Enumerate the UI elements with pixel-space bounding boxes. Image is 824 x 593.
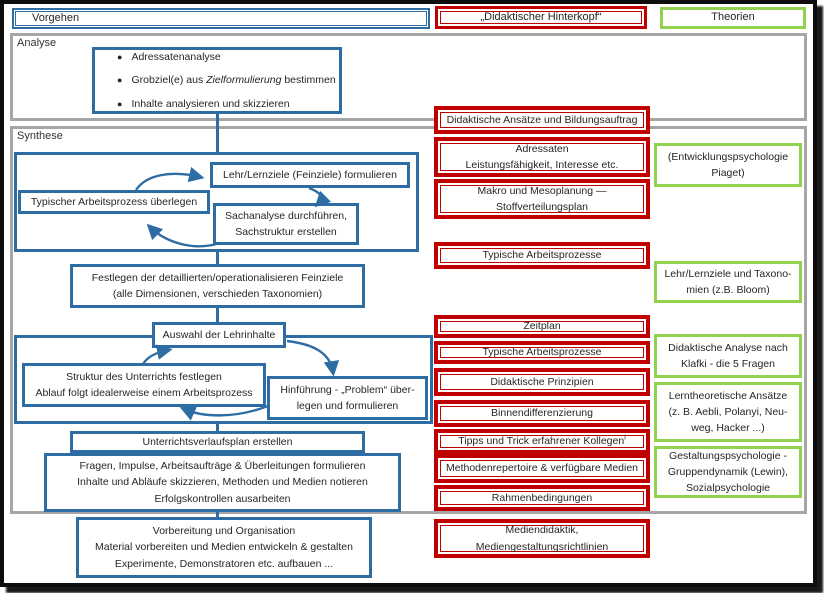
box-makro-mesoplanung bbox=[434, 179, 650, 219]
text-line: Erfolgskontrollen ausarbeiten bbox=[154, 492, 291, 505]
text-line: Didaktische Prinzipien bbox=[490, 375, 594, 388]
text-line: Vorbereitung und Organisation bbox=[152, 525, 296, 538]
header-didaktischer-hinterkopf bbox=[435, 6, 647, 29]
bullet-text-post: bestimmen bbox=[281, 74, 336, 87]
synthese-label: Synthese bbox=[17, 130, 63, 142]
text-line bbox=[458, 433, 626, 449]
text-line: Leistungsfähigkeit, Interesse etc. bbox=[465, 159, 619, 171]
header-vorgehen bbox=[12, 8, 430, 29]
text-line: Unterrichtsverlaufsplan erstellen bbox=[142, 435, 293, 448]
text-line: Mediendidaktik, bbox=[505, 524, 579, 537]
box-festlegen-feinziele bbox=[70, 264, 365, 308]
box-taxonomien-bloom bbox=[654, 261, 802, 303]
text-line: legen und formulieren bbox=[296, 400, 399, 412]
text-line: Lehr/Lernziele (Feinziele) formulieren bbox=[223, 168, 397, 181]
box-feinziele-formulieren bbox=[210, 162, 410, 188]
text-line: Typischer Arbeitsprozess überlegen bbox=[30, 195, 198, 208]
text-line: Lehr/Lernziele und Taxono- bbox=[664, 267, 792, 280]
text-line: Klafki - die 5 Fragen bbox=[681, 358, 775, 370]
bullet-text bbox=[131, 72, 335, 88]
text-line: Typische Arbeitsprozesse bbox=[482, 249, 602, 262]
header-theorien bbox=[660, 7, 806, 29]
box-unterrichtsverlaufsplan bbox=[70, 431, 365, 453]
box-rahmenbedingungen bbox=[434, 485, 650, 511]
header-theorien-label: Theorien bbox=[711, 11, 755, 24]
text-line: Sozialpsychologie bbox=[685, 482, 771, 495]
text-line: Stoffverteilungsplan bbox=[495, 201, 589, 213]
text-line: (alle Dimensionen, verschieden Taxonomien) bbox=[112, 288, 323, 300]
bullet-adressatenanalyse bbox=[117, 49, 221, 65]
box-hinfuehrung-problem bbox=[267, 376, 428, 420]
box-auswahl-lehrinhalte bbox=[152, 322, 286, 348]
header-hinterkopf-label: „Didaktischer Hinterkopf“ bbox=[480, 10, 602, 23]
box-tipps-kollegen bbox=[434, 429, 650, 454]
text-line: Inhalte und Abläufe skizzieren, Methoden und Medien notieren bbox=[77, 476, 368, 489]
box-methodenrepertoire bbox=[434, 454, 650, 483]
box-fragen-impulse bbox=[44, 453, 401, 512]
text-line: weg, Hacker ...) bbox=[691, 422, 765, 435]
text-line: Ablauf folgt idealerweise einem Arbeitsprozess bbox=[35, 387, 253, 399]
box-sachanalyse bbox=[213, 203, 359, 245]
box-typische-arbeitsprozesse-2 bbox=[434, 341, 650, 364]
text-line: (z. B. Aebli, Polanyi, Neu- bbox=[668, 405, 788, 418]
text-line: Rahmenbedingungen bbox=[491, 491, 593, 504]
text-line: Sachanalyse durchführen, bbox=[225, 209, 347, 222]
bullet-text-italic: Zielformulierung bbox=[206, 74, 282, 87]
text-line: Zeitplan bbox=[523, 320, 561, 333]
text-line: Gruppendynamik (Lewin), bbox=[667, 465, 789, 478]
text-line: Hinführung - „Problem“ über- bbox=[280, 383, 415, 396]
text-line: Sachstruktur erstellen bbox=[235, 226, 337, 238]
text-line: Mediengestaltungsrichtlinien bbox=[475, 540, 609, 553]
box-typischer-arbeitsprozess bbox=[18, 190, 210, 214]
text-line: mien (z.B. Bloom) bbox=[686, 284, 770, 296]
analyse-label: Analyse bbox=[17, 37, 57, 49]
text-line: Binnendifferenzierung bbox=[491, 407, 593, 420]
text-line: Experimente, Demonstratoren etc. aufbauen ... bbox=[114, 557, 334, 570]
text-line: Lerntheoretische Ansätze bbox=[668, 389, 788, 402]
box-binnendifferenzierung bbox=[434, 400, 650, 427]
text-line: Typische Arbeitsprozesse bbox=[482, 346, 602, 359]
box-typische-arbeitsprozesse-1 bbox=[434, 242, 650, 269]
tipps-footnote-mark: i bbox=[624, 434, 626, 442]
text-line: (Entwicklungspsychologie bbox=[667, 150, 789, 163]
box-vorbereitung-organisation bbox=[76, 517, 372, 578]
box-entwicklungspsychologie bbox=[654, 143, 802, 187]
box-analyse-bullets bbox=[92, 47, 342, 114]
box-didaktische-ansaetze bbox=[434, 106, 650, 134]
header-vorgehen-label: Vorgehen bbox=[32, 11, 80, 24]
bullet-text-pre: Grobziel(e) aus bbox=[131, 74, 207, 87]
tipps-text: Tipps und Trick erfahrener Kollegen bbox=[458, 435, 625, 448]
text-line: Gestaltungspsychologie - bbox=[669, 449, 787, 462]
bullet-inhalte bbox=[117, 96, 290, 112]
bullet-icon: ● bbox=[117, 75, 123, 86]
text-line: Material vorbereiten und Medien entwickeln & gestalten bbox=[95, 541, 353, 554]
text-line: Didaktische Ansätze und Bildungsauftrag bbox=[446, 113, 638, 126]
box-struktur-unterricht bbox=[22, 363, 266, 407]
box-zeitplan bbox=[434, 315, 650, 338]
box-mediendidaktik bbox=[434, 519, 650, 558]
text-line: Auswahl der Lehrinhalte bbox=[162, 328, 276, 341]
text-line: Adressaten bbox=[515, 142, 569, 155]
text-line: Festlegen der detaillierten/operationalisieren Feinziele bbox=[91, 271, 344, 284]
bullet-grobziele bbox=[117, 72, 336, 88]
box-gestaltungspsychologie bbox=[654, 446, 802, 498]
text-line: Struktur des Unterrichts festlegen bbox=[66, 370, 222, 383]
text-line: Methodenrepertoire & verfügbare Medien bbox=[445, 462, 639, 475]
text-line: Fragen, Impulse, Arbeitsaufträge & Überleitungen formulieren bbox=[79, 460, 366, 473]
bullet-text: Adressatenanalyse bbox=[131, 51, 221, 64]
bullet-icon: ● bbox=[117, 52, 123, 63]
box-klafki-analyse bbox=[654, 334, 802, 378]
bullet-text: Inhalte analysieren und skizzieren bbox=[131, 97, 290, 110]
box-didaktische-prinzipien bbox=[434, 368, 650, 396]
text-line: Didaktische Analyse nach bbox=[668, 341, 788, 354]
box-lerntheoretische-ansaetze bbox=[654, 382, 802, 442]
connector-analyse-cluster1 bbox=[216, 114, 219, 152]
bullet-icon: ● bbox=[117, 98, 123, 109]
text-line: Piaget) bbox=[711, 167, 745, 179]
text-line: Makro und Mesoplanung — bbox=[477, 184, 607, 197]
box-adressaten bbox=[434, 137, 650, 177]
connector-festlegen-auswahl bbox=[216, 308, 219, 323]
